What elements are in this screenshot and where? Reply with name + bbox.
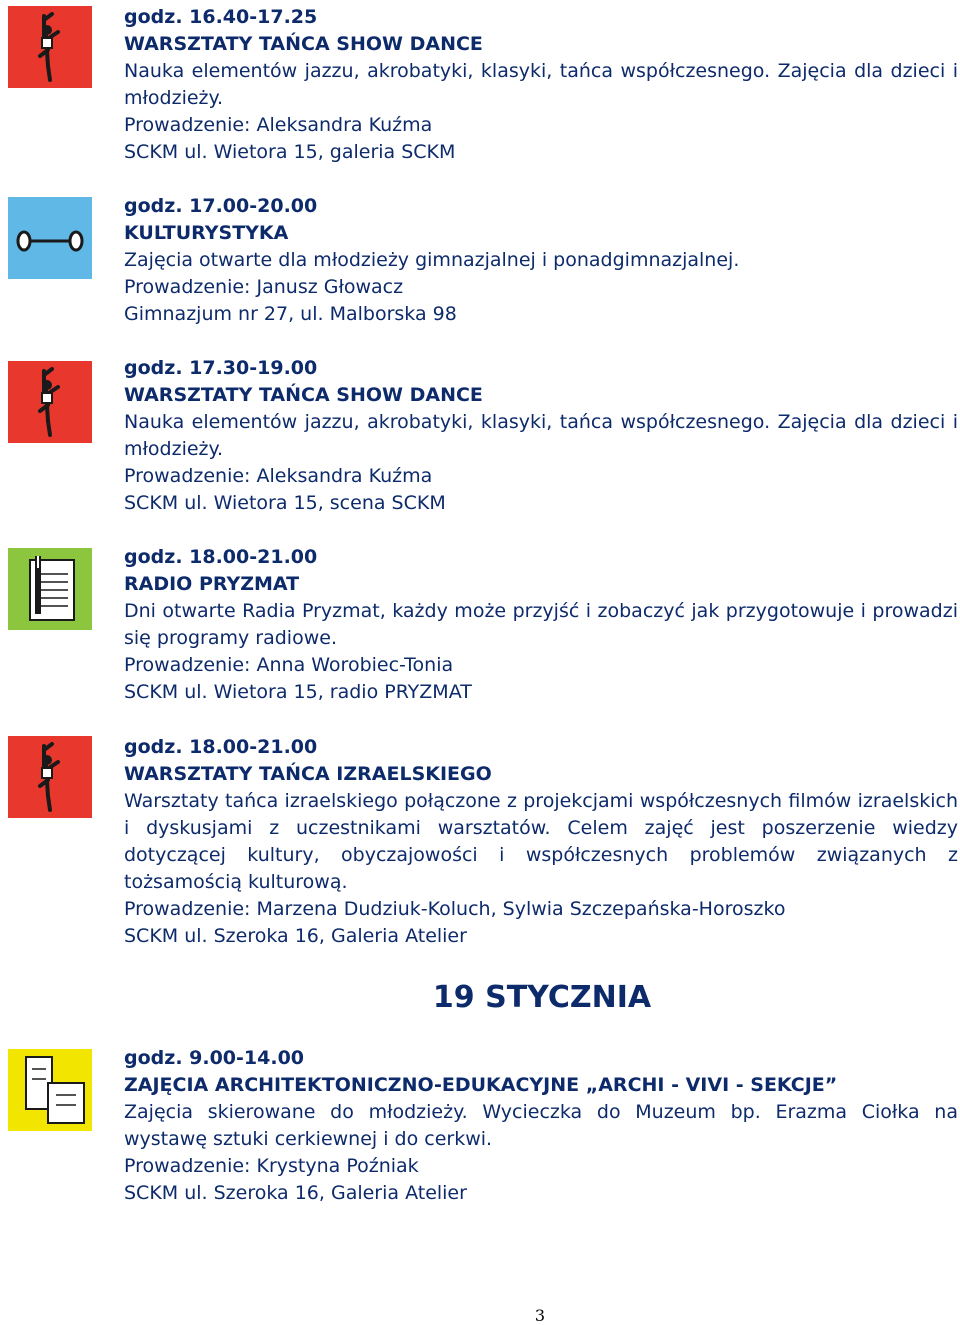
event-title: RADIO PRYZMAT bbox=[124, 573, 300, 595]
event-time: godz. 9.00-14.00 bbox=[124, 1047, 305, 1069]
event-leader: Prowadzenie: Janusz Głowacz bbox=[124, 276, 404, 298]
event-text bbox=[124, 193, 958, 328]
dancer-icon bbox=[8, 361, 92, 443]
event-text bbox=[124, 1045, 958, 1207]
architecture-papers-icon bbox=[8, 1049, 92, 1131]
event-location: Gimnazjum nr 27, ul. Malborska 98 bbox=[124, 303, 457, 325]
event-time: godz. 17.30-19.00 bbox=[124, 357, 318, 379]
dancer-icon bbox=[8, 6, 92, 88]
event-location: SCKM ul. Szeroka 16, Galeria Atelier bbox=[124, 925, 467, 947]
event-leader: Prowadzenie: Marzena Dudziuk-Koluch, Sylwia Szczepańska-Horoszko bbox=[124, 898, 786, 920]
event-text bbox=[124, 544, 958, 706]
event-description: Zajęcia otwarte dla młodzieży gimnazjalnej i ponadgimnazjalnej. bbox=[124, 249, 740, 271]
event-location: SCKM ul. Wietora 15, scena SCKM bbox=[124, 492, 446, 514]
barbell-icon bbox=[8, 197, 92, 279]
event-description: Dni otwarte Radia Pryzmat, każdy może przyjść i zobaczyć jak przygotowuje i prowadzi się programy radiowe. bbox=[124, 600, 958, 649]
event-time: godz. 16.40-17.25 bbox=[124, 6, 318, 28]
event-title: ZAJĘCIA ARCHITEKTONICZNO-EDUKACYJNE „ARCHI - VIVI - SEKCJE” bbox=[124, 1074, 838, 1096]
event-title: WARSZTATY TAŃCA SHOW DANCE bbox=[124, 384, 483, 406]
event-time: godz. 18.00-21.00 bbox=[124, 736, 318, 758]
dancer-icon bbox=[8, 736, 92, 818]
page-number: 3 bbox=[534, 1306, 546, 1325]
event-text bbox=[124, 734, 958, 950]
event-time: godz. 18.00-21.00 bbox=[124, 546, 318, 568]
event-time: godz. 17.00-20.00 bbox=[124, 195, 318, 217]
event-description: Nauka elementów jazzu, akrobatyki, klasyki, tańca współczesnego. Zajęcia dla dzieci i młodzieży. bbox=[124, 411, 958, 460]
event-leader: Prowadzenie: Anna Worobiec-Tonia bbox=[124, 654, 454, 676]
event-location: SCKM ul. Wietora 15, radio PRYZMAT bbox=[124, 681, 472, 703]
event-leader: Prowadzenie: Aleksandra Kuźma bbox=[124, 114, 433, 136]
notepad-pen-icon bbox=[8, 548, 92, 630]
event-text bbox=[124, 4, 958, 166]
event-text bbox=[124, 355, 958, 517]
day-heading: 19 STYCZNIA bbox=[432, 980, 652, 1015]
event-description: Nauka elementów jazzu, akrobatyki, klasyki, tańca współczesnego. Zajęcia dla dzieci i młodzieży. bbox=[124, 60, 958, 109]
event-leader: Prowadzenie: Krystyna Poźniak bbox=[124, 1155, 419, 1177]
event-title: KULTURYSTYKA bbox=[124, 222, 289, 244]
event-location: SCKM ul. Szeroka 16, Galeria Atelier bbox=[124, 1182, 467, 1204]
event-leader: Prowadzenie: Aleksandra Kuźma bbox=[124, 465, 433, 487]
event-description: Zajęcia skierowane do młodzieży. Wycieczka do Muzeum bp. Erazma Ciołka na wystawę sztuki cerkiewnej i do cerkwi. bbox=[124, 1101, 958, 1150]
event-title: WARSZTATY TAŃCA SHOW DANCE bbox=[124, 33, 483, 55]
event-description: Warsztaty tańca izraelskiego połączone z projekcjami współczesnych filmów izraelskich i dyskusjami z uczestnikami warsztatów. Celem zajęć jest poszerzenie wiedzy dotyczącej kultury, obyczajowości i współczesnych problemów związanych z tożsamością kulturową. bbox=[124, 790, 958, 893]
event-location: SCKM ul. Wietora 15, galeria SCKM bbox=[124, 141, 456, 163]
event-title: WARSZTATY TAŃCA IZRAELSKIEGO bbox=[124, 763, 492, 785]
